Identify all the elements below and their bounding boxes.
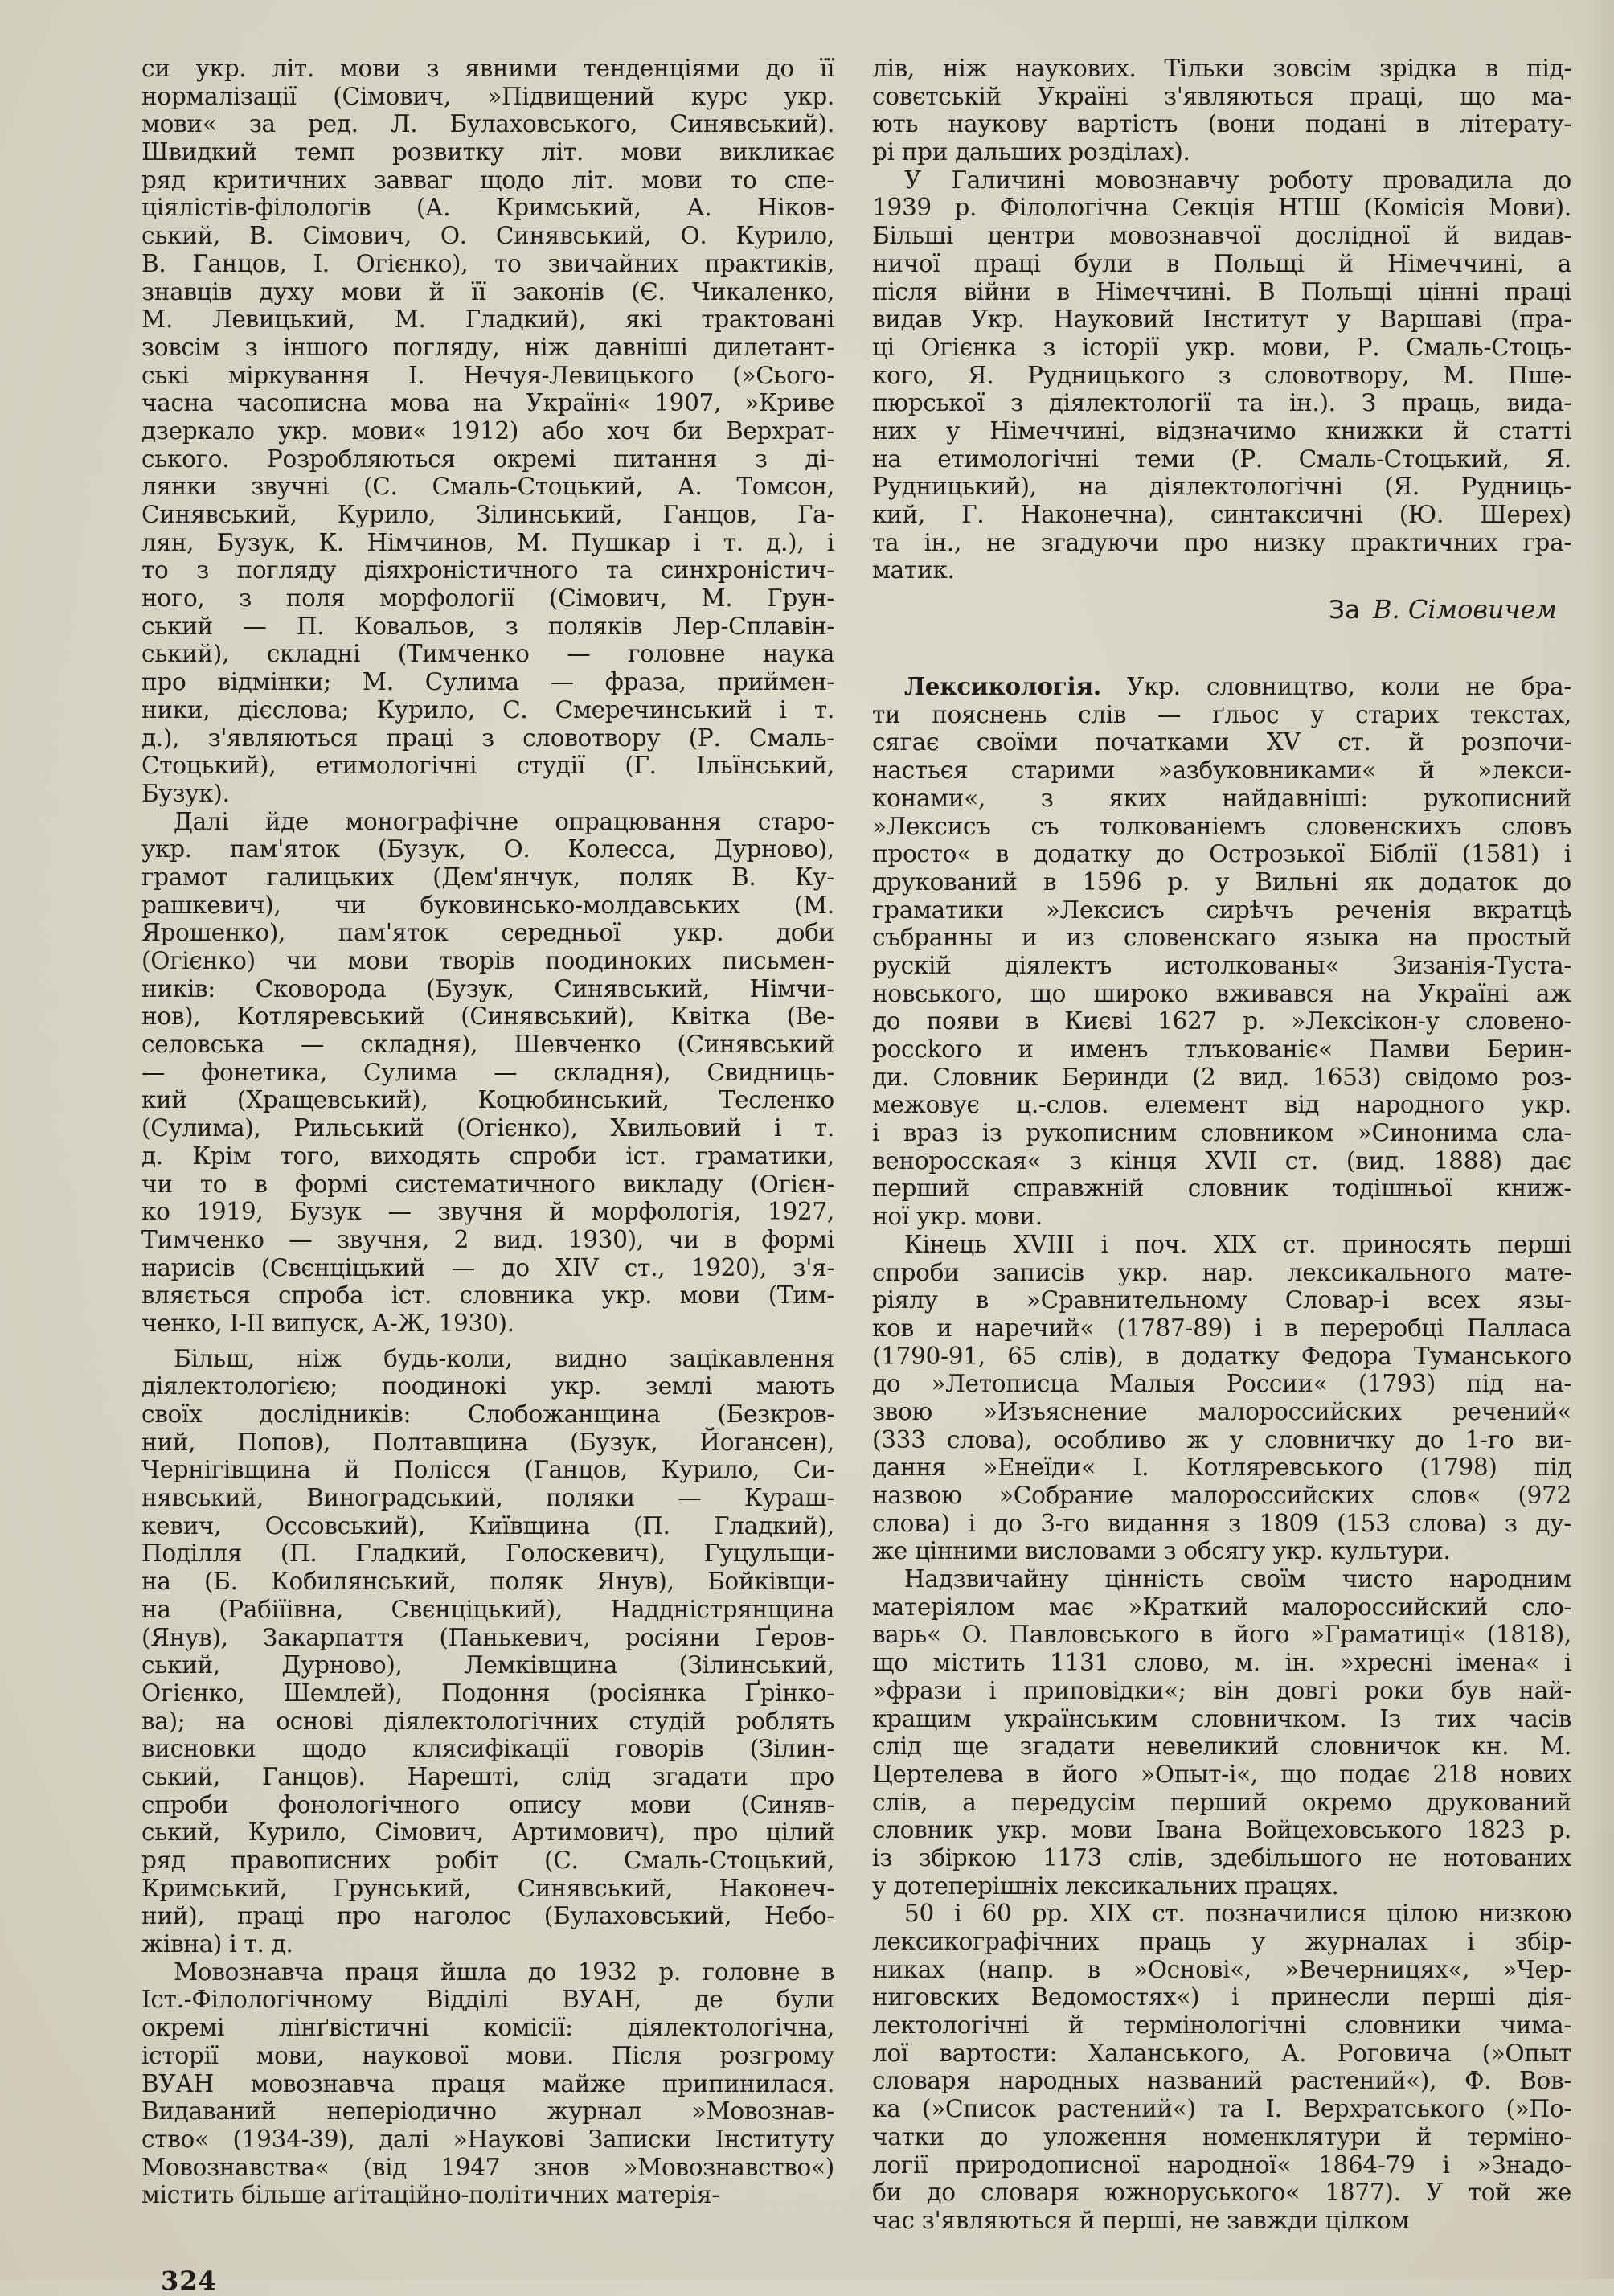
text-line: спроби записів укр. нар. лексикального мате- <box>872 1258 1571 1286</box>
text-line: друкований в 1596 р. у Вильні як додаток до <box>872 867 1572 896</box>
text-line: на (Рабіїівна, Свєнціцький), Наддністрянщина <box>141 1595 834 1623</box>
text-line: слова) і до 3-го видання з 1809 (153 слова) з ду- <box>872 1509 1571 1537</box>
text-line: лян, Бузук, К. Німчинов, М. Пушкар і т. д.), і <box>141 528 834 556</box>
paragraph <box>141 55 834 808</box>
text-line: лексикографічних праць у журналах і збір- <box>872 1928 1572 1955</box>
text-line: ський, В. Сімович, О. Синявський, О. Курило, <box>141 222 834 250</box>
text-line: назвою »Собрание малороссийских слов« (972 <box>872 1482 1572 1509</box>
paragraph <box>872 1900 1571 2234</box>
text-line: Швидкий темп розвитку літ. мови викликає <box>141 138 835 166</box>
text-line: дання »Енеїди« І. Котляревського (1798) під <box>872 1453 1571 1482</box>
text-line: них у Німеччині, відзначимо книжки й статті <box>872 416 1571 445</box>
text-line: селовська — складня), Шевченко (Синявський <box>141 1031 834 1059</box>
attribution <box>872 592 1571 626</box>
text-line: — фонетика, Сулима — складня), Свидниць- <box>141 1058 834 1086</box>
left-column <box>141 55 834 2296</box>
paragraph <box>872 55 1571 166</box>
paragraph <box>872 1231 1571 1565</box>
text-line: събранны и из словенскаго языка на простый <box>872 924 1571 952</box>
text-line: вляється спроба іст. словника укр. мови (Тим- <box>141 1281 834 1310</box>
text-line: нов), Котляревський (Синявський), Квітка (Ве- <box>141 1002 835 1031</box>
text-line: видав Укр. Науковий Інститут у Варшаві (пра- <box>872 305 1571 334</box>
text-line: ського. Розробляються окремі питання з ді- <box>141 445 835 473</box>
text-line: Мовознавства« (від 1947 знов »Мовознавство«) <box>141 2153 834 2181</box>
text-line: Більші центри мовознавчої дослідної й видав- <box>872 222 1571 250</box>
text-line: Мовознавча праця йшла до 1932 р. головне в <box>174 1958 834 1986</box>
text-line: часна часописна мова на Україні« 1907, »Криве <box>141 389 835 417</box>
text-line: Кримський, Грунський, Синявський, Наконеч- <box>141 1874 834 1902</box>
text-line: кого, Я. Рудницького з словотвору, М. Пше- <box>872 361 1571 389</box>
section-heading: Лексикологія. <box>904 672 1101 701</box>
text-line: після війни в Німеччині. В Польщі цінні праці <box>872 277 1572 305</box>
text-line: (Сулима), Рильський (Огієнко), Хвильовий і т. <box>141 1114 835 1142</box>
text-line: зовсім з іншого погляду, ніж давніші дилетант- <box>141 333 834 361</box>
text-line: ський, Курило, Сімович, Артимович), про цілий <box>141 1818 834 1847</box>
text-line: Кінець XVIII і поч. XIX ст. приносять перші <box>904 1230 1571 1258</box>
text-line: слів, а передусім перший окремо друкований <box>872 1788 1571 1816</box>
text-line: ріялу в »Сравнительному Словар-і всех язы- <box>872 1286 1571 1314</box>
text-line: Бузук). <box>141 779 230 807</box>
text-line: кий, Г. Наконечна), синтаксичні (Ю. Шерех) <box>872 501 1571 528</box>
text-line: логії природописної народної« 1864-79 і »Знадо- <box>872 2150 1571 2179</box>
text-line: ські міркування І. Нечуя-Левицького (»Сього- <box>141 361 834 389</box>
text-line: Поділля (П. Гладкий, Голоскевич), Гуцульщи- <box>141 1540 834 1568</box>
text-line: ють наукову вартість (вони подані в літерату- <box>872 110 1572 138</box>
text-line: ченко, I-II випуск, А-Ж, 1930). <box>141 1309 514 1337</box>
text-line: ничої праці були в Польщі й Німеччині, а <box>872 249 1572 277</box>
right-column <box>872 55 1571 2235</box>
text-line: Видаваний неперіодично журнал »Мовознав- <box>141 2097 834 2126</box>
text-line: укр. пам'яток (Бузук, О. Колесса, Дурново), <box>141 835 834 863</box>
text-line: на (Б. Кобилянський, поляк Янув), Бойківщи- <box>141 1568 834 1596</box>
text-line: ди. Словник Беринди (2 вид. 1653) свідомо роз- <box>872 1063 1572 1091</box>
attribution-prefix: За <box>1329 596 1361 625</box>
text-line: совєтській Україні з'являються праці, що ма- <box>872 82 1572 110</box>
text-line: (1790-91, 65 слів), в додатку Федора Туманського <box>872 1342 1571 1370</box>
text-line: ряд критичних завваг щодо літ. мови то спе- <box>141 166 834 194</box>
text-line: до появи в Києві 1627 р. »Лексікон-у словено- <box>872 1007 1572 1035</box>
text-line: кевич, Оссовський), Київщина (П. Гладкий), <box>141 1511 834 1540</box>
text-line: Рудницький), на діялектологічні (Я. Рудниць- <box>872 473 1571 501</box>
text-line: своїх дослідників: Слобожанщина (Безкров- <box>141 1400 834 1428</box>
text-line: містить більше аґітаційно-політичних матерія- <box>141 2181 720 2209</box>
text-line: Надзвичайну цінність своїм чисто народним <box>904 1565 1571 1593</box>
text-line: грамот галицьких (Дем'янчук, поляк В. Ку- <box>141 863 834 891</box>
text-line: ський, Дурново), Лемківщина (Зілинський, <box>141 1651 834 1679</box>
text-line: ство« (1934-39), далі »Наукові Записки Інституту <box>141 2125 834 2153</box>
text-line: словаря народных названий растений«), Ф. Вов- <box>872 2067 1571 2095</box>
text-line: просто« в додатку до Острозької Біблії (1581) і <box>872 840 1571 868</box>
paragraph <box>872 1565 1571 1900</box>
text-line: рускій діялектъ истолкованы« Зизанія-Туста- <box>872 951 1571 979</box>
text-line: Далі йде монографічне опрацювання старо- <box>174 807 834 835</box>
text-line: лектологічні й термінологічні словники чима- <box>872 2011 1572 2040</box>
text-line: 50 і 60 рр. XIX ст. позначилися цілою низкою <box>904 1900 1571 1928</box>
text-line: (Огієнко) чи мови творів поодиноких письмен- <box>141 947 834 974</box>
text-line: Синявський, Курило, Зілинський, Ганцов, Га- <box>141 501 835 528</box>
text-line: кращим українським словничком. Із тих часів <box>872 1704 1572 1732</box>
text-line: ський — П. Ковальов, з поляків Лер-Сплавін- <box>141 612 835 640</box>
text-line: до »Летописца Малыя России« (1793) під на- <box>872 1370 1572 1398</box>
text-line: діялектологією; поодинокі укр. землі мають <box>141 1372 834 1400</box>
text-line: (Янув), Закарпаття (Панькевич, росіяни Ґеров- <box>141 1623 835 1651</box>
page-number: 324 <box>161 2265 217 2296</box>
text-line: слід ще згадати невеликий словничок кн. М. <box>872 1732 1572 1761</box>
text-line: Чернігівщина й Полісся (Ганцов, Курило, Си- <box>141 1456 835 1484</box>
text-line: ці Огієнка з історії укр. мови, Р. Смаль-Стоць- <box>872 333 1571 361</box>
text-line: новського, що широко вживався на Україні аж <box>872 979 1572 1007</box>
text-line: ниговских Ведомостях«) і принесли перші дія- <box>872 1983 1571 2011</box>
text-line: про відмінки; М. Сулима — фраза, приймен- <box>141 668 835 696</box>
text-line: із збіркою 1173 слів, здебільшого не нотованих <box>872 1843 1571 1872</box>
paragraph <box>141 808 834 1338</box>
text-line: ВУАН мовознавча праця майже припинилася. <box>141 2069 835 2097</box>
page-edge-shadow <box>1582 0 1614 2279</box>
text-line: мови« за ред. Л. Булаховського, Синявський). <box>141 110 835 138</box>
section-first-line-text: Укр. словництво, коли не бра- <box>1127 673 1571 701</box>
text-line: нявський, Виноградський, поляки — Кураш- <box>141 1484 834 1512</box>
text-line: ники, дієслова; Курило, С. Смеречинський і т. <box>141 695 834 724</box>
text-line: перший справжній словник тодішньої книж- <box>872 1175 1571 1203</box>
text-line: межовує ц.-слов. елемент від народного укр. <box>872 1091 1571 1119</box>
text-line: д.), з'являються праці з словотвору (Р. Смаль- <box>141 724 834 752</box>
text-line: чатки до уложення номенклятури й терміно- <box>872 2122 1572 2150</box>
text-line: звою »Изъяснение малороссийских речений« <box>872 1397 1572 1425</box>
text-line: ників: Сковорода (Бузук, Синявський, Німчи- <box>141 974 834 1002</box>
text-line: 1939 р. Філологічна Секція НТШ (Комісія Мови). <box>872 194 1571 222</box>
text-line: би до словаря южноруського« 1877). У той же <box>872 2179 1572 2207</box>
text-line: лої вартости: Халанського, А. Роговича (»Опыт <box>872 2039 1571 2067</box>
text-line: матеріялом має »Краткий малороссийский сло- <box>872 1593 1571 1621</box>
paragraph <box>872 701 1571 1231</box>
text-line: веноросская« з кінця XVII ст. (вид. 1888) дає <box>872 1146 1572 1175</box>
text-line: варь« О. Павловського в його »Граматиці« (1818), <box>872 1621 1572 1649</box>
text-line: час з'являються й перші, не завжди цілком <box>872 2206 1410 2234</box>
text-line: пюрської з діялектології та ін.). З праць, вида- <box>872 389 1572 417</box>
text-line: словник укр. мови Івана Войцеховського 1823 р. <box>872 1816 1571 1844</box>
text-line: сягає своїми початками XV ст. й розпочи- <box>872 728 1572 756</box>
text-line: д. Крім того, виходять спроби іст. граматики, <box>141 1142 834 1170</box>
text-line: Цертелева в його »Опыт-і«, що подає 218 нових <box>872 1760 1571 1788</box>
text-line: ний, Попов), Полтавщина (Бузук, Йогансен), <box>141 1428 835 1456</box>
section-gap <box>872 626 1571 673</box>
paragraph <box>141 1345 834 1958</box>
text-line: дзеркало укр. мови« 1912) або хоч би Верхрат- <box>141 416 835 445</box>
text-line: В. Ганцов, І. Огієнко), то звичайних практиків, <box>141 249 834 277</box>
paragraph <box>141 1958 834 2209</box>
section-first-line <box>872 673 1571 701</box>
text-line: лянки звучні (С. Смаль-Стоцький, А. Томсон, <box>141 473 834 501</box>
text-line: М. Левицький, М. Гладкий), які трактовані <box>141 305 834 334</box>
text-line: ряд правописних робіт (С. Смаль-Стоцький, <box>141 1847 835 1874</box>
text-line: Тимченко — звучня, 2 вид. 1930), чи в формі <box>141 1225 834 1253</box>
text-line: рашкевич), чи буковинсько-молдавських (М. <box>141 891 834 919</box>
section-lexicology <box>872 673 1571 2235</box>
text-line: же цінними висловами з обсягу укр. культури. <box>872 1537 1451 1565</box>
text-line: Ярошенко), пам'яток середньої укр. доби <box>141 919 834 947</box>
text-line: ков и наречий« (1787-89) і в переробці Палласа <box>872 1314 1572 1342</box>
text-line: конами«, з яких найдавніші: рукописний <box>872 784 1571 812</box>
text-line: ний), праці про наголос (Булаховський, Небо- <box>141 1902 835 1930</box>
text-line: »Лексисъ съ толкованіемъ словенскихъ словъ <box>872 812 1571 840</box>
text-line: кий (Хращевський), Коцюбинський, Тесленко <box>141 1086 835 1114</box>
text-line: знавців духу мови й її законів (Є. Чикаленко, <box>141 277 835 305</box>
text-line: та ін., не згадуючи про низку практичних гра- <box>872 528 1572 556</box>
text-line: і враз із рукописним словником »Синонима сла- <box>872 1119 1572 1147</box>
attribution-author: В. Сімовичем <box>1373 594 1557 625</box>
text-line: настьєя старими »азбуковниками« й »лекси- <box>872 756 1571 785</box>
text-line: У Галичині мовознавчу роботу провадила до <box>904 166 1571 194</box>
text-line: нарисів (Свєнціцький — до XIV ст., 1920), з'я- <box>141 1253 834 1281</box>
text-line: ва); на основі діялектологічних студій роблять <box>141 1707 835 1735</box>
text-line: Стоцький), етимологічні студії (Г. Ільїнський, <box>141 752 834 780</box>
text-line: ти пояснень слів — ґльос у старих текстах, <box>872 700 1571 728</box>
text-line: жівна) і т. д. <box>141 1930 293 1958</box>
text-line: нормалізації (Сімович, »Підвищений курс укр. <box>141 82 834 110</box>
text-line: історії мови, наукової мови. Після розгрому <box>141 2041 835 2069</box>
text-line: лів, ніж наукових. Тільки зовсім зрідка в під- <box>872 55 1572 82</box>
text-line: россkого и именъ тлъкованіє« Памви Берин- <box>872 1035 1571 1063</box>
text-line: Більш, ніж будь-коли, видно зацікавлення <box>174 1344 835 1372</box>
text-line: никах (напр. в »Основі«, »Вечерницях«, »Чер- <box>872 1955 1571 1983</box>
text-line: рі при дальших розділах). <box>872 138 1190 166</box>
text-line: на етимологічні теми (Р. Смаль-Стоцький, Я. <box>872 445 1571 473</box>
text-line: матик. <box>872 556 955 584</box>
paragraph-gap <box>141 1338 834 1345</box>
text-line: ної укр. мови. <box>872 1203 1043 1231</box>
text-line: ський, Ганцов). Нарешті, слід згадати про <box>141 1762 835 1790</box>
text-line: Огієнко, Шемлей), Подоння (росіянка Ґрінко- <box>141 1679 834 1707</box>
text-line: ський), складні (Тимченко — головне наука <box>141 640 835 668</box>
text-line: спроби фонологічного опису мови (Синяв- <box>141 1790 834 1818</box>
text-line: граматики »Лексисъ сирѣчъ реченія вкратцѣ <box>872 896 1572 924</box>
text-line: чи то в формі систематичного викладу (Огієн- <box>141 1170 835 1198</box>
text-line: ка (»Список растений«) та І. Верхратського (»По- <box>872 2095 1572 2123</box>
text-line: ціялістів-філологів (А. Кримський, А. Ніков- <box>141 194 834 222</box>
text-line: у дотеперішніх лексикальних працях. <box>872 1872 1339 1900</box>
text-line: си укр. літ. мови з явними тенденціями до її <box>141 55 835 82</box>
text-line: висновки щодо клясифікації говорів (Зілин- <box>141 1735 835 1763</box>
text-line: що містить 1131 слово, м. ін. »хресні імена« і <box>872 1649 1572 1677</box>
paragraph <box>872 166 1571 584</box>
text-line: Іст.-Філологічному Відділі ВУАН, де були <box>141 1986 834 2014</box>
text-line: окремі лінґвістичні комісії: діялектологічна, <box>141 2014 834 2042</box>
text-line: »фрази і приповідки«; він довгі роки був най- <box>872 1676 1572 1704</box>
text-line: ко 1919, Бузук — звучня й морфологія, 1927, <box>141 1198 834 1226</box>
text-line: то з погляду діяхроністичного та синхроністич- <box>141 556 834 584</box>
text-line: (333 слова), особливо ж у словничку до 1-го ви- <box>872 1425 1571 1453</box>
text-line: ного, з поля морфології (Сімович, М. Грун- <box>141 584 835 613</box>
